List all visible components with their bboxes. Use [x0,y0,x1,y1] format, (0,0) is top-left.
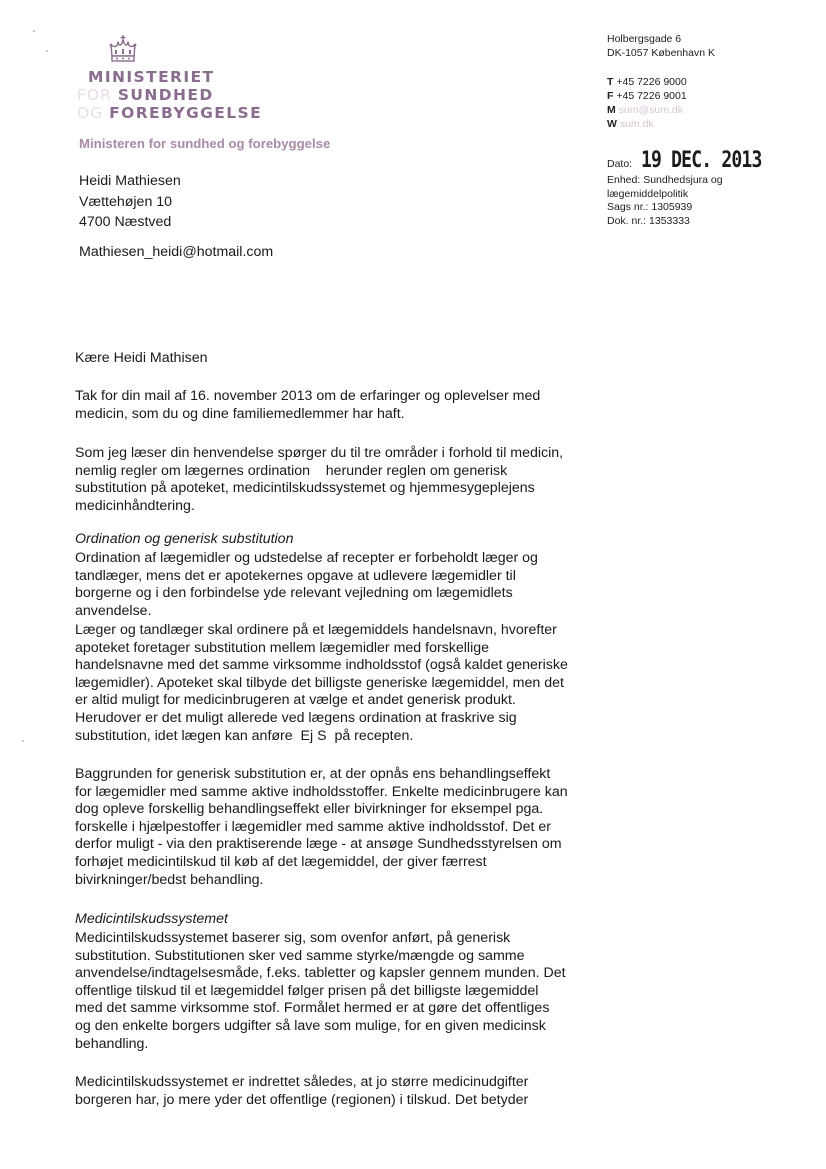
text-line: Tak for din mail af 16. november 2013 om de erfaringer og oplevelser med [75,388,541,404]
paragraph-6 [75,930,795,1053]
recipient-street: Vættehøjen 10 [79,193,173,210]
sender-contact [607,75,687,131]
minister-title: Ministeren for sundhed og forebyggelse [79,136,331,151]
text-line: Baggrunden for generisk substitution er, at der opnås ens behandlingseffekt [75,766,551,782]
document-number: Dok. nr.: 1353333 [607,214,690,227]
text-line: substitution. Substitutionen sker ved samme styrke/mængde og samme [75,947,525,964]
text-line: handelsnavne med det samme virksomme indholdsstof (også kaldet generiske [75,657,568,674]
text-line: tandlæger, mens det er apotekernes opgave at udlevere lægemidler til [75,567,516,584]
paragraph-1 [75,388,795,423]
case-number: Sags nr.: 1305939 [607,201,693,213]
text-line: Medicintilskudssystemet er indrettet således, at jo større medicinudgifter [75,1074,529,1090]
scan-speck [46,50,48,52]
text-line: offentlige tilskud til et lægemiddel følger prisen på det billigste lægemiddel [75,982,539,999]
text-line: substitution på apoteket, medicintilskudssystemet og hjemmesygeplejens [75,480,535,497]
text-line: for lægemidler med samme aktive indholdsstoffer. Enkelte medicinbrugere kan [75,783,568,800]
text-line: Medicintilskudssystemet baserer sig, som ovenfor anført, på generisk [75,930,511,946]
text-line: anvendelse/indtagelsesmåde, f.eks. tabletter og kapsler gennem munden. Det [75,965,566,982]
text-line: og den enkelte borgers udgifter så lave som mulige, for en given medicinsk [75,1017,546,1034]
mail-link[interactable]: sum@sum.dk [618,104,684,116]
text-line: behandling. [75,1035,149,1052]
fax-line: F +45 7226 9001 [607,90,687,102]
paragraph-4 [75,622,795,745]
text-line: nemlig regler om lægernes ordination herunder reglen om generisk [75,462,508,479]
ministry-line-1: MINISTERIET [88,68,215,86]
text-line: substitution, idet lægen kan anføre Ej S på recepten. [75,727,414,744]
text-line: Herudover er det muligt allerede ved lægens ordination at fraskrive sig [75,709,517,726]
scan-speck [33,30,35,32]
unit-line-1: Enhed: Sundhedsjura og [607,174,723,186]
text-line: borgeren har, jo mere yder det offentlige (regionen) i tilskud. Det betyder [75,1091,529,1108]
text-line: anvendelse. [75,602,152,619]
section-heading-ordination: Ordination og generisk substitution [75,531,294,547]
unit-line-2: lægemiddelpolitik [607,187,689,200]
sender-street: Holbergsgade 6 [607,33,682,45]
recipient-address [79,171,181,233]
text-line: med det samme virksomme stof. Formålet hermed er at gøre det offentliges [75,1000,550,1017]
sender-city: DK-1057 København K [607,47,715,59]
recipient-name: Heidi Mathiesen [79,173,181,189]
text-line: medicin, som du og dine familiemedlemmer har haft. [75,405,405,422]
ministry-line-2: FOR SUNDHED [77,86,214,104]
paragraph-5 [75,766,795,889]
text-line: Ordination af lægemidler og udstedelse af recepter er forbeholdt læger og [75,550,538,566]
text-line: Som jeg læser din henvendelse spørger du til tre områder i forhold til medicin, [75,445,564,461]
text-line: forhøjet medicintilskud til køb af det lægemiddel, der giver færrest [75,853,487,870]
sender-address [607,32,715,60]
text-line: bivirkninger/bedst behandling. [75,871,264,888]
phone-line: T +45 7226 9000 [607,76,687,88]
recipient-email[interactable]: Mathiesen_heidi@hotmail.com [79,244,274,260]
paragraph-3 [75,550,795,620]
text-line: borgerne og i den forbindelse yde relevant vejledning om lægemidlets [75,585,513,602]
web-line: W sum.dk [607,118,654,130]
text-line: lægemidler). Apoteket skal tilbyde det billigste generiske lægemiddel, men det [75,674,564,691]
text-line: er altid muligt for medicinbrugeren at vælge et andet generisk produkt. [75,692,516,709]
greeting: Kære Heidi Mathisen [75,350,208,366]
text-line: derfor muligt - via den praktiserende læge - at ansøge Sundhedsstyrelsen om [75,836,562,853]
recipient-city: 4700 Næstved [79,214,172,230]
text-line: medicinhåndtering. [75,497,195,514]
paragraph-7 [75,1074,795,1109]
mail-line: M sum@sum.dk [607,104,684,116]
web-link[interactable]: sum.dk [619,118,654,130]
date-stamp: 19 DEC. 2013 [640,148,762,173]
text-line: forskelle i hjælpestoffer i lægemidler med samme aktive indholdsstof. Det er [75,818,552,835]
date-label: Dato: [607,158,633,170]
crown-icon [108,34,138,66]
case-info [607,174,723,228]
date-line [607,148,788,173]
text-line: dog opleve forskellig behandlingseffekt eller bivirkninger for eksempel pga. [75,801,544,818]
section-heading-tilskud: Medicintilskudssystemet [75,911,228,927]
scan-speck [22,740,24,742]
text-line: apoteket foretager substitution mellem lægemidler med forskellige [75,639,490,656]
paragraph-2 [75,445,795,515]
ministry-name [77,68,263,122]
text-line: Læger og tandlæger skal ordinere på et lægemiddels handelsnavn, hvorefter [75,622,557,638]
ministry-line-3: OG FOREBYGGELSE [77,104,263,122]
